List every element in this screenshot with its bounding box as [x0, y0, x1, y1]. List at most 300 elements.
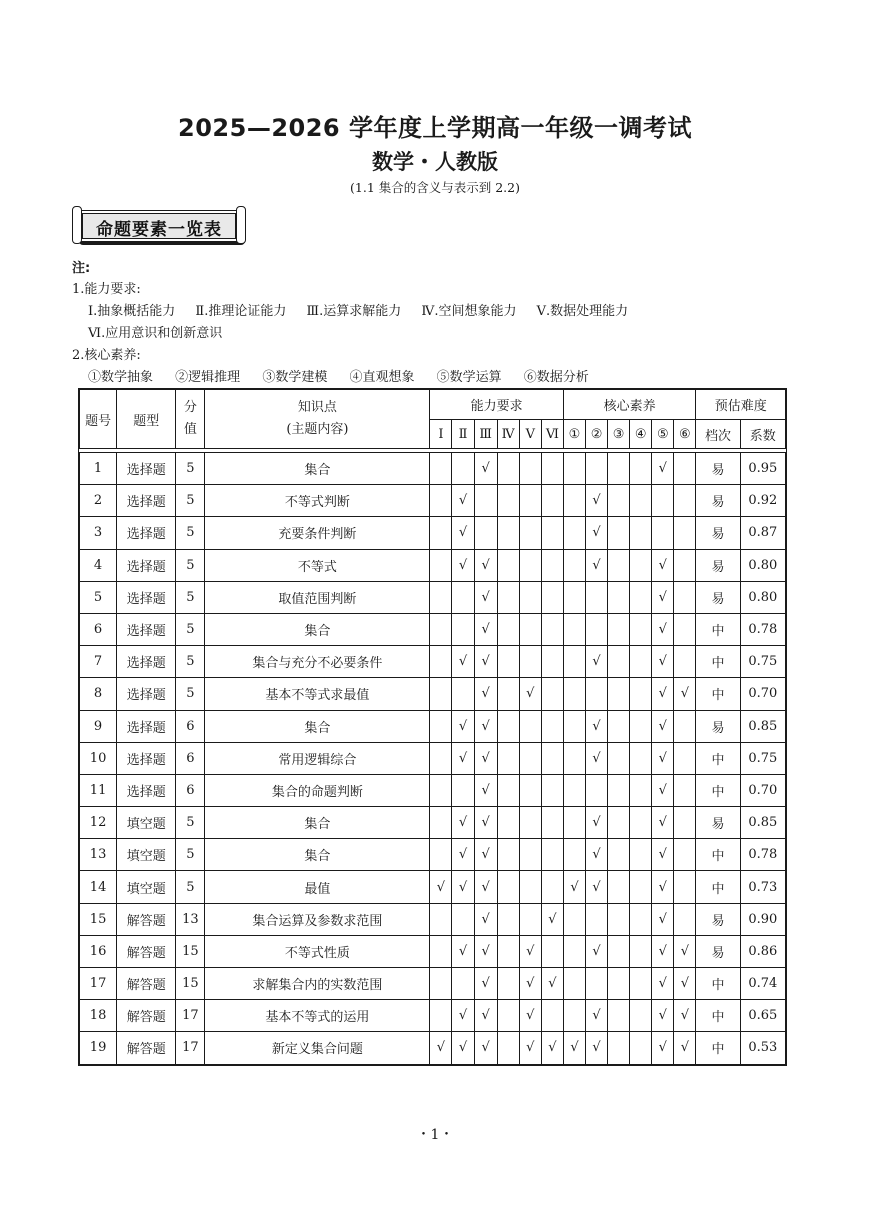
cell-coef: 0.85 [740, 807, 785, 839]
table-row [80, 871, 786, 903]
cell-core-check [563, 774, 585, 806]
cell-ability-check: √ [474, 839, 497, 871]
cell-coef: 0.87 [740, 517, 785, 549]
cell-ability-check [452, 968, 474, 1000]
header-ability: 能力要求 [430, 390, 564, 420]
cell-number: 11 [80, 774, 117, 806]
table-row [80, 1000, 786, 1032]
cell-number: 7 [80, 646, 117, 678]
cell-ability-check [430, 774, 452, 806]
cell-core-check [674, 453, 696, 485]
cell-level: 中 [696, 968, 740, 1000]
cell-score: 5 [176, 517, 205, 549]
cell-topic: 常用逻辑综合 [205, 742, 430, 774]
cell-core-check [586, 774, 608, 806]
cell-ability-check [541, 807, 563, 839]
cell-ability-check: √ [452, 807, 474, 839]
cell-ability-check: √ [474, 968, 497, 1000]
header-topic-sub: (主题内容) [286, 422, 349, 437]
cell-ability-check [497, 710, 519, 742]
cell-coef: 0.75 [740, 742, 785, 774]
cell-core-check: √ [674, 968, 696, 1000]
cell-ability-check [430, 485, 452, 517]
cell-type: 解答题 [117, 968, 176, 1000]
cell-topic: 取值范围判断 [205, 581, 430, 613]
cell-level: 易 [696, 903, 740, 935]
cell-ability-check [430, 678, 452, 710]
cell-ability-check [541, 646, 563, 678]
page-title: 2025—2026 学年度上学期高一年级一调考试 [178, 114, 692, 142]
table-row [80, 710, 786, 742]
cell-level: 易 [696, 807, 740, 839]
cell-score: 13 [176, 903, 205, 935]
cell-core-check [608, 1000, 630, 1032]
cell-core-check [608, 968, 630, 1000]
cell-core-check [674, 581, 696, 613]
cell-ability-check [541, 774, 563, 806]
cell-core-check: √ [586, 935, 608, 967]
cell-ability-check [519, 839, 541, 871]
cell-ability-check [519, 774, 541, 806]
cell-ability-check: √ [474, 871, 497, 903]
cell-ability-check [497, 1000, 519, 1032]
cell-core-check [563, 1000, 585, 1032]
cell-core-check: √ [586, 1032, 608, 1064]
cell-core-check [608, 485, 630, 517]
cell-core-check [674, 646, 696, 678]
cell-ability-check: √ [452, 839, 474, 871]
cell-ability-check [430, 646, 452, 678]
cell-core-check: √ [652, 968, 674, 1000]
table-row [80, 968, 786, 1000]
cell-score: 5 [176, 581, 205, 613]
cell-core-check: √ [652, 549, 674, 581]
cell-core-check: √ [652, 646, 674, 678]
cell-score: 5 [176, 485, 205, 517]
cell-topic: 新定义集合问题 [205, 1032, 430, 1064]
cell-core-check [630, 807, 652, 839]
cell-score: 5 [176, 839, 205, 871]
cell-type: 选择题 [117, 742, 176, 774]
cell-core-check [630, 453, 652, 485]
cell-ability-check: √ [474, 903, 497, 935]
cell-topic: 不等式 [205, 549, 430, 581]
cell-type: 解答题 [117, 903, 176, 935]
cell-ability-check: √ [452, 485, 474, 517]
cell-type: 填空题 [117, 871, 176, 903]
cell-core-check [563, 453, 585, 485]
cell-ability-check [497, 646, 519, 678]
cell-ability-check [519, 742, 541, 774]
core-item: ④直观想象 [349, 370, 415, 385]
cell-core-check: √ [586, 646, 608, 678]
core-item: ②逻辑推理 [175, 370, 241, 385]
cell-type: 填空题 [117, 807, 176, 839]
cell-core-check [630, 549, 652, 581]
cell-ability-check [519, 871, 541, 903]
cell-topic: 集合 [205, 453, 430, 485]
cell-ability-check: √ [452, 1032, 474, 1064]
cell-ability-check: √ [541, 968, 563, 1000]
cell-type: 选择题 [117, 678, 176, 710]
cell-level: 易 [696, 517, 740, 549]
cell-level: 易 [696, 581, 740, 613]
cell-core-check: √ [563, 871, 585, 903]
cell-ability-check [430, 710, 452, 742]
cell-ability-check: √ [474, 678, 497, 710]
cell-core-check [674, 839, 696, 871]
ability-item: Ⅳ.空间想象能力 [421, 304, 517, 319]
cell-core-check [563, 807, 585, 839]
cell-ability-check [519, 807, 541, 839]
cell-core-check: √ [586, 1000, 608, 1032]
cell-ability-check [497, 581, 519, 613]
cell-core-check: √ [652, 613, 674, 645]
cell-core-check [630, 774, 652, 806]
cell-type: 选择题 [117, 517, 176, 549]
cell-ability-check [452, 678, 474, 710]
cell-ability-check [541, 613, 563, 645]
cell-ability-check [541, 517, 563, 549]
cell-core-check [630, 1032, 652, 1064]
cell-core-check [608, 774, 630, 806]
header-core-col: ② [586, 420, 608, 449]
header-type: 题型 [117, 390, 176, 449]
cell-ability-check: √ [541, 903, 563, 935]
cell-core-check: √ [652, 1032, 674, 1064]
cell-score: 6 [176, 742, 205, 774]
cell-core-check [608, 903, 630, 935]
cell-type: 解答题 [117, 1032, 176, 1064]
ability-item: Ⅱ.推理论证能力 [195, 304, 287, 319]
cell-level: 易 [696, 710, 740, 742]
cell-score: 5 [176, 549, 205, 581]
cell-ability-check [430, 903, 452, 935]
cell-core-check: √ [586, 485, 608, 517]
cell-core-check: √ [652, 935, 674, 967]
banner-label: 命题要素一览表 [96, 220, 222, 240]
cell-ability-check: √ [474, 1032, 497, 1064]
cell-ability-check [497, 742, 519, 774]
cell-topic: 集合 [205, 839, 430, 871]
cell-core-check [608, 581, 630, 613]
cell-topic: 集合运算及参数求范围 [205, 903, 430, 935]
cell-core-check [563, 678, 585, 710]
cell-ability-check: √ [519, 1032, 541, 1064]
header-core-col: ③ [608, 420, 630, 449]
cell-core-check [608, 935, 630, 967]
notes-title: 注: [72, 261, 91, 276]
cell-ability-check: √ [474, 774, 497, 806]
cell-core-check: √ [652, 839, 674, 871]
cell-ability-check: √ [452, 549, 474, 581]
cell-topic: 集合 [205, 807, 430, 839]
cell-core-check [674, 710, 696, 742]
cell-number: 4 [80, 549, 117, 581]
cell-ability-check [519, 453, 541, 485]
cell-ability-check: √ [452, 646, 474, 678]
cell-core-check [563, 485, 585, 517]
cell-core-check [608, 646, 630, 678]
ability-list [88, 300, 628, 319]
cell-ability-check [430, 453, 452, 485]
cell-core-check: √ [652, 903, 674, 935]
table-row [80, 774, 786, 806]
table-row [80, 678, 786, 710]
cell-type: 选择题 [117, 485, 176, 517]
cell-topic: 集合 [205, 613, 430, 645]
header-core-col: ④ [630, 420, 652, 449]
cell-core-check [563, 903, 585, 935]
cell-core-check: √ [652, 871, 674, 903]
cell-coef: 0.78 [740, 839, 785, 871]
cell-type: 选择题 [117, 549, 176, 581]
cell-ability-check: √ [474, 1000, 497, 1032]
cell-coef: 0.80 [740, 581, 785, 613]
cell-ability-check [430, 581, 452, 613]
header-number: 题号 [80, 390, 117, 449]
cell-core-check: √ [652, 710, 674, 742]
cell-ability-check: √ [452, 935, 474, 967]
cell-ability-check [430, 517, 452, 549]
cell-type: 选择题 [117, 646, 176, 678]
cell-score: 5 [176, 453, 205, 485]
cell-core-check [630, 742, 652, 774]
cell-ability-check: √ [474, 453, 497, 485]
cell-core-check: √ [652, 453, 674, 485]
cell-number: 16 [80, 935, 117, 967]
cell-ability-check [519, 710, 541, 742]
cell-coef: 0.70 [740, 774, 785, 806]
cell-core-check [674, 742, 696, 774]
cell-ability-check: √ [541, 1032, 563, 1064]
cell-coef: 0.85 [740, 710, 785, 742]
cell-topic: 基本不等式的运用 [205, 1000, 430, 1032]
cell-number: 12 [80, 807, 117, 839]
table-row [80, 549, 786, 581]
cell-level: 中 [696, 1000, 740, 1032]
cell-core-check: √ [586, 742, 608, 774]
cell-number: 13 [80, 839, 117, 871]
exam-blueprint-table [79, 389, 786, 1065]
cell-number: 19 [80, 1032, 117, 1064]
cell-ability-check [497, 1032, 519, 1064]
cell-ability-check: √ [474, 581, 497, 613]
cell-ability-check [430, 742, 452, 774]
cell-topic: 求解集合内的实数范围 [205, 968, 430, 1000]
cell-core-check [563, 517, 585, 549]
cell-ability-check: √ [452, 1000, 474, 1032]
cell-ability-check: √ [519, 968, 541, 1000]
cell-level: 易 [696, 453, 740, 485]
cell-ability-check [541, 485, 563, 517]
cell-number: 8 [80, 678, 117, 710]
cell-ability-check: √ [474, 613, 497, 645]
cell-core-check: √ [586, 839, 608, 871]
cell-core-check [608, 613, 630, 645]
cell-ability-check [452, 774, 474, 806]
cell-score: 6 [176, 710, 205, 742]
cell-core-check: √ [674, 1032, 696, 1064]
page-subtitle: 数学・人教版 [372, 150, 498, 174]
cell-topic: 集合与充分不必要条件 [205, 646, 430, 678]
header-topic-label: 知识点 [297, 400, 337, 415]
cell-ability-check: √ [452, 871, 474, 903]
cell-ability-check: √ [452, 710, 474, 742]
cell-core-check [563, 742, 585, 774]
cell-ability-check [541, 549, 563, 581]
cell-ability-check [497, 935, 519, 967]
cell-core-check [586, 678, 608, 710]
header-core-col: ⑤ [652, 420, 674, 449]
cell-core-check: √ [586, 807, 608, 839]
cell-ability-check [497, 871, 519, 903]
table-row [80, 485, 786, 517]
cell-ability-check: √ [474, 710, 497, 742]
cell-core-check: √ [674, 678, 696, 710]
cell-ability-check [541, 742, 563, 774]
cell-core-check: √ [563, 1032, 585, 1064]
cell-type: 选择题 [117, 581, 176, 613]
cell-type: 选择题 [117, 613, 176, 645]
core-heading: 2.核心素养: [72, 348, 141, 363]
core-item: ⑤数学运算 [436, 370, 502, 385]
cell-core-check [674, 871, 696, 903]
table-row [80, 807, 786, 839]
cell-ability-check [430, 549, 452, 581]
cell-core-check: √ [652, 807, 674, 839]
cell-ability-check [541, 710, 563, 742]
cell-core-check [630, 710, 652, 742]
cell-coef: 0.75 [740, 646, 785, 678]
header-ability-col: Ⅲ [474, 420, 497, 449]
cell-core-check [630, 968, 652, 1000]
cell-core-check [563, 581, 585, 613]
cell-core-check [608, 453, 630, 485]
cell-core-check [630, 646, 652, 678]
cell-core-check [563, 935, 585, 967]
cell-ability-check [474, 485, 497, 517]
cell-ability-check [541, 1000, 563, 1032]
cell-ability-check [519, 581, 541, 613]
table-row [80, 453, 786, 485]
cell-core-check [586, 968, 608, 1000]
cell-core-check [674, 613, 696, 645]
core-item: ③数学建模 [262, 370, 328, 385]
cell-number: 6 [80, 613, 117, 645]
cell-ability-check: √ [519, 678, 541, 710]
cell-topic: 集合的命题判断 [205, 774, 430, 806]
cell-core-check [630, 1000, 652, 1032]
cell-core-check [563, 646, 585, 678]
table-row [80, 517, 786, 549]
cell-ability-check [497, 613, 519, 645]
cell-ability-check [519, 613, 541, 645]
cell-type: 选择题 [117, 710, 176, 742]
header-core: 核心素养 [563, 390, 696, 420]
cell-core-check [586, 581, 608, 613]
cell-ability-check [541, 871, 563, 903]
cell-number: 17 [80, 968, 117, 1000]
cell-core-check [563, 839, 585, 871]
cell-core-check: √ [674, 1000, 696, 1032]
cell-ability-check [430, 968, 452, 1000]
cell-ability-check: √ [519, 1000, 541, 1032]
cell-topic: 不等式性质 [205, 935, 430, 967]
cell-level: 中 [696, 839, 740, 871]
cell-ability-check [497, 453, 519, 485]
cell-core-check [630, 871, 652, 903]
cell-core-check: √ [586, 871, 608, 903]
cell-ability-check [497, 807, 519, 839]
table-row [80, 742, 786, 774]
cell-number: 14 [80, 871, 117, 903]
cell-type: 解答题 [117, 935, 176, 967]
cell-ability-check: √ [519, 935, 541, 967]
table-row [80, 935, 786, 967]
cell-type: 填空题 [117, 839, 176, 871]
cell-topic: 最值 [205, 871, 430, 903]
cell-score: 15 [176, 935, 205, 967]
cell-ability-check [430, 839, 452, 871]
cell-core-check [674, 517, 696, 549]
cell-core-check: √ [652, 774, 674, 806]
cell-core-check: √ [586, 710, 608, 742]
cell-ability-check: √ [474, 807, 497, 839]
cell-score: 5 [176, 646, 205, 678]
cell-coef: 0.92 [740, 485, 785, 517]
cell-core-check: √ [674, 935, 696, 967]
cell-number: 3 [80, 517, 117, 549]
cell-score: 17 [176, 1032, 205, 1064]
header-ability-col: Ⅱ [452, 420, 474, 449]
cell-core-check [586, 613, 608, 645]
cell-core-check: √ [652, 742, 674, 774]
cell-ability-check: √ [452, 517, 474, 549]
cell-ability-check [430, 613, 452, 645]
cell-coef: 0.90 [740, 903, 785, 935]
cell-ability-check [497, 774, 519, 806]
cell-level: 中 [696, 774, 740, 806]
header-core-col: ① [563, 420, 585, 449]
cell-score: 5 [176, 807, 205, 839]
cell-core-check [608, 549, 630, 581]
cell-core-check: √ [586, 517, 608, 549]
cell-ability-check [497, 517, 519, 549]
cell-core-check [586, 903, 608, 935]
cell-core-check [674, 903, 696, 935]
cell-ability-check [541, 839, 563, 871]
cell-core-check: √ [652, 678, 674, 710]
cell-core-check [630, 678, 652, 710]
cell-ability-check [452, 613, 474, 645]
cell-ability-check [452, 903, 474, 935]
table-row [80, 613, 786, 645]
cell-coef: 0.78 [740, 613, 785, 645]
cell-ability-check [452, 453, 474, 485]
cell-ability-check [541, 678, 563, 710]
cell-core-check [630, 517, 652, 549]
cell-topic: 充要条件判断 [205, 517, 430, 549]
cell-coef: 0.74 [740, 968, 785, 1000]
cell-coef: 0.65 [740, 1000, 785, 1032]
cell-coef: 0.70 [740, 678, 785, 710]
core-item: ⑥数据分析 [523, 370, 589, 385]
cell-score: 5 [176, 678, 205, 710]
cell-number: 1 [80, 453, 117, 485]
cell-type: 选择题 [117, 453, 176, 485]
cell-ability-check: √ [430, 1032, 452, 1064]
